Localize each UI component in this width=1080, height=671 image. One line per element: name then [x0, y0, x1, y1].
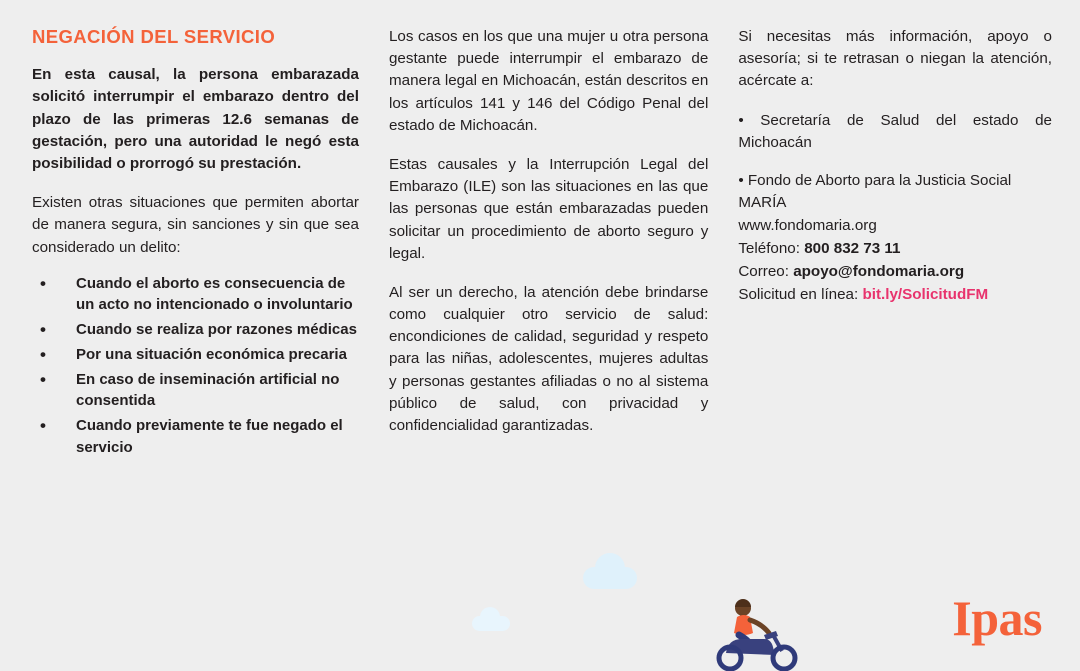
column-left	[32, 26, 359, 671]
section-heading: NEGACIÓN DEL SERVICIO	[32, 26, 276, 47]
phone-value[interactable]: 800 832 73 11	[804, 240, 901, 258]
body-paragraph: Los casos en los que una mujer u otra persona gestante puede interrumpir el embarazo de manera legal en Michoacán, están descritos en los artículos 141 y 146 del Código Penal del estado de Michoacán.	[388, 28, 709, 134]
fondo-maria-website[interactable]: www.fondomaria.org	[738, 217, 877, 235]
fondo-maria-phone	[738, 238, 1052, 261]
ipas-logo: Ipas	[952, 590, 1042, 646]
causal-list	[32, 273, 359, 459]
list-item: • Cuando previamente te fue negado el servicio	[32, 415, 359, 459]
contact-item-health-ministry: • Secretaría de Salud del estado de Michoacán	[738, 111, 1052, 151]
request-label: Solicitud en línea:	[738, 285, 863, 303]
phone-label: Teléfono:	[738, 240, 805, 258]
email-value[interactable]: apoyo@fondomaria.org	[793, 262, 965, 280]
email-label: Correo:	[738, 262, 794, 280]
contact-intro: Si necesitas más información, apoyo o asesoría; si te retrasan o niegan la atención, acércate a:	[738, 28, 1052, 90]
list-item: • Cuando se realiza por razones médicas	[32, 319, 359, 341]
list-item: • Cuando el aborto es consecuencia de un acto no intencionado o involuntario	[32, 273, 359, 317]
column-middle	[389, 26, 708, 671]
scooter-illustration-icon	[706, 595, 802, 671]
body-paragraph: Estas causales y la Interrupción Legal del Embarazo (ILE) son las situaciones en las que las personas que están embarazadas pueden solicitar un procedimiento de aborto seguro y legal.	[388, 155, 709, 262]
fondo-maria-name: • Fondo de Aborto para la Justicia Social MARÍA	[738, 171, 1012, 212]
cloud-icon	[583, 567, 637, 589]
request-link[interactable]: bit.ly/SolicitudFM	[862, 285, 989, 303]
list-item: • En caso de inseminación artificial no consentida	[32, 369, 359, 413]
list-item: • Por una situación económica precaria	[32, 344, 359, 366]
contact-item-fondo-maria	[738, 170, 1052, 307]
column-right	[738, 26, 1052, 671]
intro-paragraph: Existen otras situaciones que permiten abortar de manera segura, sin sanciones y sin que sea considerado un delito:	[32, 194, 359, 256]
cloud-icon	[472, 616, 510, 631]
intro-bold-paragraph: En esta causal, la persona embarazada solicitó interrumpir el embarazo dentro del plazo de las primeras 12.6 semanas de gestación, pero una autoridad le negó esta posibilidad o prorrogó su prestación.	[32, 66, 359, 172]
fondo-maria-online-request	[738, 284, 1052, 307]
body-paragraph: Al ser un derecho, la atención debe brindarse como cualquier otro servicio de salud: encondiciones de calidad, seguridad y respeto para las niñas, adolescentes, mujeres adultas y personas gestantes afiliadas o no al sistema público de salud, con privacidad y confidencialidad garantizadas.	[388, 283, 709, 434]
fondo-maria-email	[738, 261, 1052, 284]
